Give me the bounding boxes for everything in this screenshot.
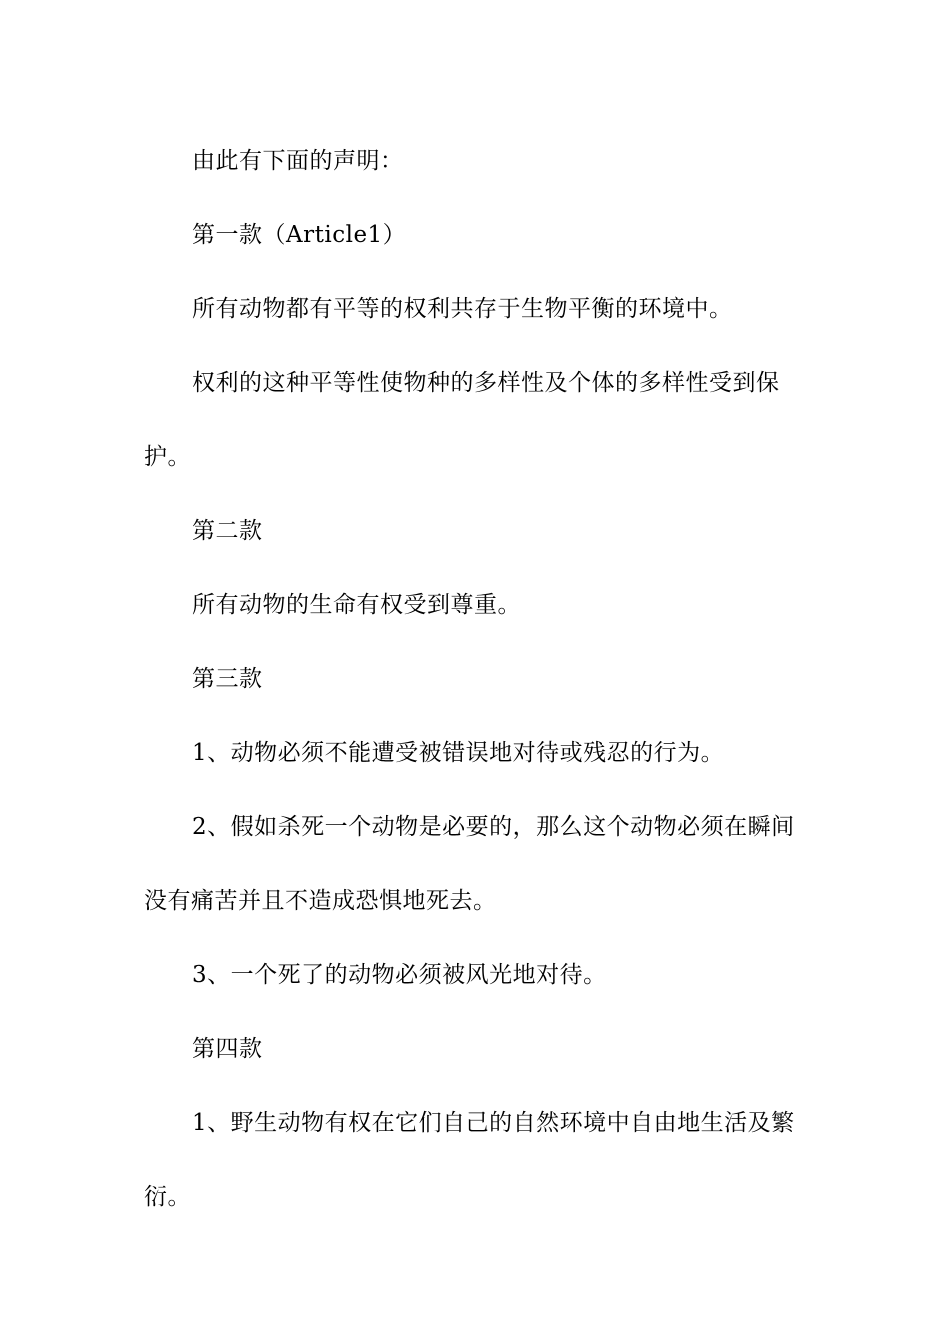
paragraph-statement-intro: 由此有下面的声明： [192, 148, 404, 174]
paragraph-article-3-item-3: 3、一个死了的动物必须被风光地对待。 [192, 962, 607, 988]
paragraph-article-2-heading: 第二款 [192, 518, 263, 544]
paragraph-article-1-heading: 第一款（Article1） [192, 222, 407, 248]
paragraph-article-2-text: 所有动物的生命有权受到尊重。 [192, 592, 521, 618]
paragraph-article-4-item-1: 1、野生动物有权在它们自己的自然环境中自由地生活及繁衍。 [144, 1110, 795, 1210]
paragraph-article-3-item-1: 1、动物必须不能遭受被错误地对待或残忍的行为。 [192, 740, 725, 766]
document-body [144, 124, 814, 1234]
paragraph-article-1-text-1: 所有动物都有平等的权利共存于生物平衡的环境中。 [192, 296, 733, 322]
paragraph-article-1-text-2: 权利的这种平等性使物种的多样性及个体的多样性受到保护。 [144, 370, 780, 470]
paragraph-article-3-item-2: 2、假如杀死一个动物是必要的，那么这个动物必须在瞬间没有痛苦并且不造成恐惧地死去。 [144, 814, 795, 914]
paragraph-article-3-heading: 第三款 [192, 666, 263, 692]
paragraph-article-4-heading: 第四款 [192, 1036, 263, 1062]
